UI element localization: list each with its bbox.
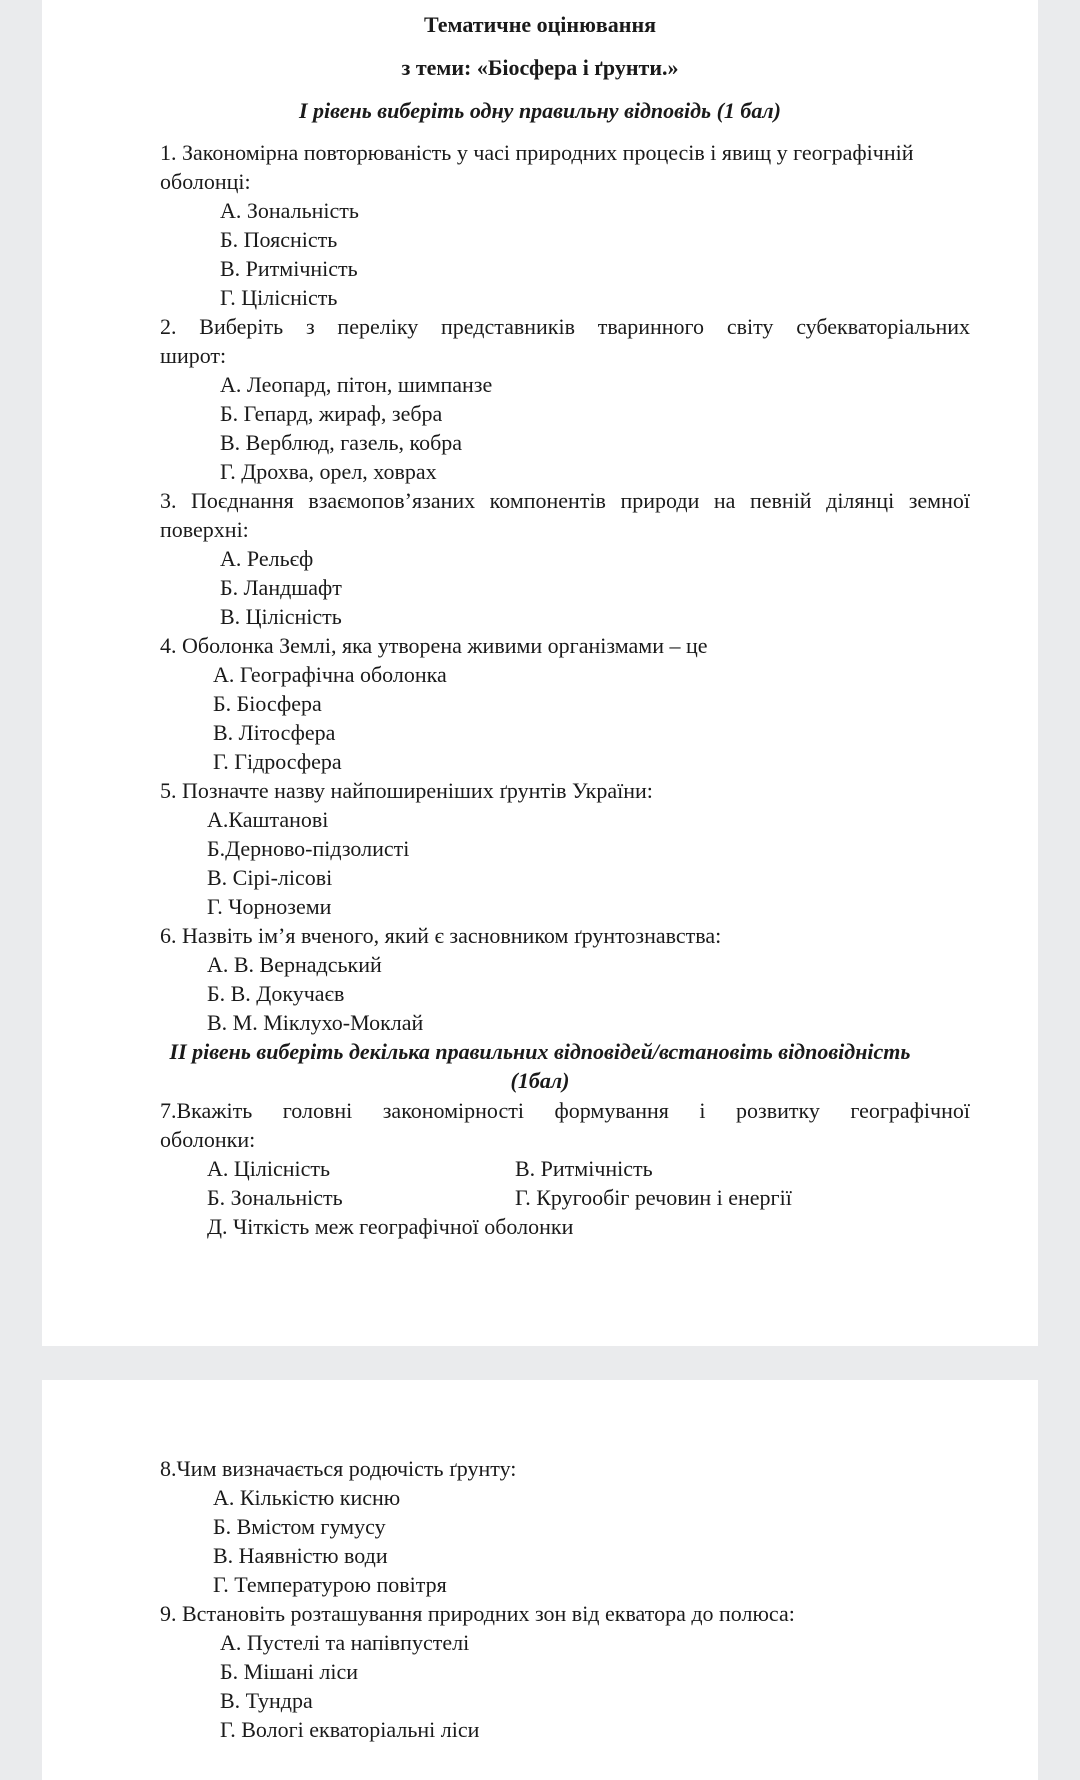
question-3-option-a: А. Рельєф	[220, 546, 314, 571]
question-7-option-a: А. Цілісність	[207, 1156, 331, 1181]
question-1-text: 1. Закономірна повторюваність у часі природних процесів і явищ у географічній	[160, 140, 914, 165]
document-page-2	[42, 1380, 1038, 1780]
question-7-text-cont: оболонки:	[160, 1127, 256, 1152]
question-4-option-b: Б. Біосфера	[213, 691, 322, 716]
question-6-option-b: Б. В. Докучаєв	[207, 981, 345, 1006]
question-5-option-b: Б.Дерново-підзолисті	[207, 836, 410, 861]
question-2-option-d: Г. Дрохва, орел, ховрах	[220, 459, 437, 484]
question-9-option-a: А. Пустелі та напівпустелі	[220, 1630, 470, 1655]
question-2-option-b: Б. Гепард, жираф, зебра	[220, 401, 443, 426]
question-1-option-c: В. Ритмічність	[220, 256, 358, 281]
question-8-option-c: В. Наявністю води	[213, 1543, 388, 1568]
question-4-option-d: Г. Гідросфера	[213, 749, 342, 774]
question-6-text: 6. Назвіть ім’я вченого, який є засновником ґрунтознавства:	[160, 923, 722, 948]
question-6-option-a: А. В. Вернадський	[207, 952, 382, 977]
question-3-option-c: В. Цілісність	[220, 604, 342, 629]
question-9-option-c: В. Тундра	[220, 1688, 313, 1713]
question-1-option-d: Г. Цілісність	[220, 285, 338, 310]
question-2-text: 2. Виберіть з переліку представників тваринного світу субекваторіальних	[160, 314, 970, 339]
question-7-option-e: Д. Чіткість меж географічної оболонки	[207, 1214, 574, 1239]
question-7-option-c: В. Ритмічність	[515, 1156, 653, 1181]
question-6-option-c: В. М. Міклухо-Моклай	[207, 1010, 424, 1035]
question-8-text: 8.Чим визначається родючість ґрунту:	[160, 1456, 517, 1481]
question-7-option-b: Б. Зональність	[207, 1185, 343, 1210]
question-3-option-b: Б. Ландшафт	[220, 575, 342, 600]
question-1-text-cont: оболонці:	[160, 169, 251, 194]
question-7-option-d: Г. Кругообіг речовин і енергії	[515, 1185, 792, 1210]
question-9-option-b: Б. Мішані ліси	[220, 1659, 359, 1684]
level-2-points: (1бал)	[510, 1068, 570, 1093]
document-page-1	[42, 0, 1038, 1346]
question-1-option-a: А. Зональність	[220, 198, 359, 223]
question-2-option-a: А. Леопард, пітон, шимпанзе	[220, 372, 493, 397]
question-5-option-d: Г. Чорноземи	[207, 894, 332, 919]
document-title: Тематичне оцінювання	[423, 12, 657, 37]
question-8-option-b: Б. Вмістом гумусу	[213, 1514, 386, 1539]
question-1-option-b: Б. Поясність	[220, 227, 338, 252]
question-4-text: 4. Оболонка Землі, яка утворена живими організмами – це	[160, 633, 708, 658]
question-2-text-cont: широт:	[160, 343, 227, 368]
question-4-option-c: В. Літосфера	[213, 720, 336, 745]
question-9-option-d: Г. Вологі екваторіальні ліси	[220, 1717, 480, 1742]
question-2-option-c: В. Верблюд, газель, кобра	[220, 430, 463, 455]
question-7-text: 7.Вкажіть головні закономірності формування і розвитку географічної	[160, 1098, 970, 1123]
question-8-option-d: Г. Температурою повітря	[213, 1572, 447, 1597]
question-9-text: 9. Встановіть розташування природних зон від екватора до полюса:	[160, 1601, 795, 1626]
level-1-heading: І рівень виберіть одну правильну відповідь (1 бал)	[298, 98, 781, 123]
question-5-option-a: А.Каштанові	[207, 807, 329, 832]
question-4-option-a: А. Географічна оболонка	[213, 662, 447, 687]
question-3-text-cont: поверхні:	[160, 517, 249, 542]
question-8-option-a: А. Кількістю кисню	[213, 1485, 401, 1510]
document-topic: з теми: «Біосфера і ґрунти.»	[401, 55, 679, 80]
question-3-text: 3. Поєднання взаємопов’язаних компонентів природи на певній ділянці земної	[160, 488, 970, 513]
question-5-text: 5. Позначте назву найпоширеніших ґрунтів України:	[160, 778, 653, 803]
level-2-heading: ІІ рівень виберіть декілька правильних відповідей/встановіть відповідність	[169, 1039, 911, 1064]
question-5-option-c: В. Сірі-лісові	[207, 865, 333, 890]
